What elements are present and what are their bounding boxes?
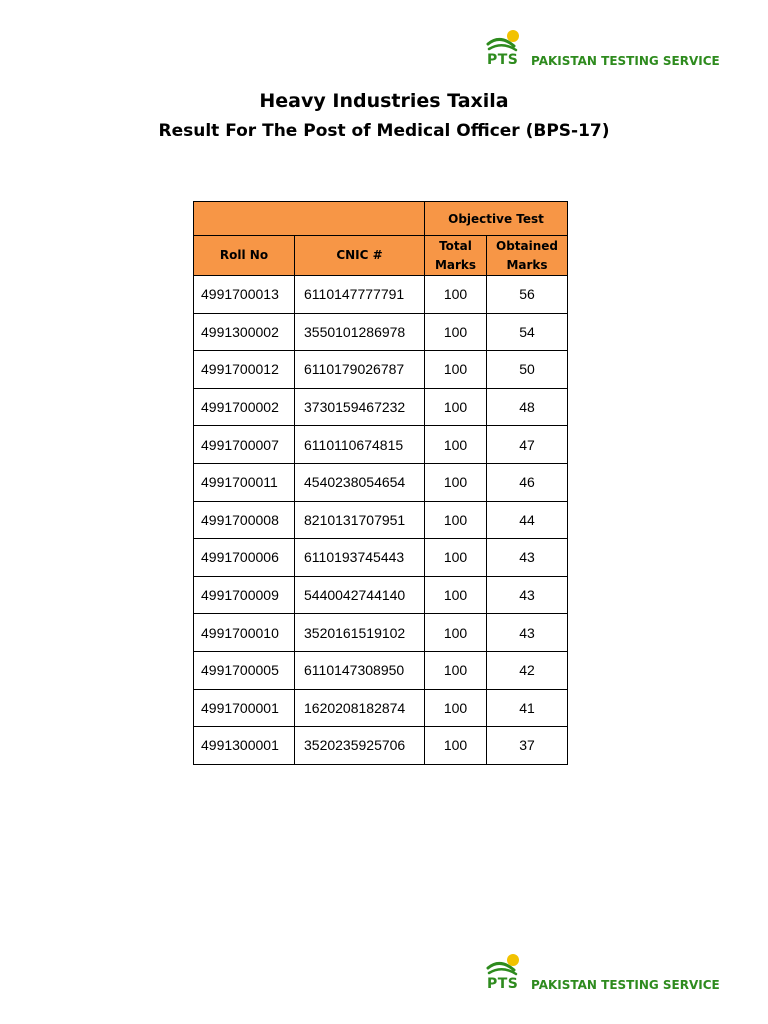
table-row [194,313,568,351]
cnic-cell: 3520235925706 [295,727,425,765]
pts-logo-footer [486,952,720,994]
pts-emblem-icon [486,28,526,70]
roll-no-cell: 4991700010 [194,614,295,652]
table-row [194,388,568,426]
obtained-marks-cell: 47 [487,426,568,464]
obtained-marks-cell: 48 [487,388,568,426]
roll-no-cell: 4991300002 [194,313,295,351]
pts-emblem-icon [486,952,526,994]
obtained-marks-cell: 43 [487,539,568,577]
roll-no-cell: 4991700008 [194,501,295,539]
objective-test-header: Objective Test [425,202,568,236]
table-row [194,576,568,614]
results-table [193,201,568,765]
table-header-blank [194,202,425,236]
roll-no-cell: 4991700001 [194,689,295,727]
table-row [194,426,568,464]
obtained-marks-cell: 41 [487,689,568,727]
obtained-marks-cell: 44 [487,501,568,539]
total-marks-cell: 100 [425,501,487,539]
obtained-marks-cell: 54 [487,313,568,351]
total-marks-cell: 100 [425,388,487,426]
table-group-header-row [194,202,568,236]
table-row [194,501,568,539]
cnic-cell: 5440042744140 [295,576,425,614]
table-column-header-row [194,236,568,276]
cnic-cell: 6110147308950 [295,651,425,689]
table-row [194,276,568,314]
obtained-marks-cell: 43 [487,614,568,652]
roll-no-cell: 4991700005 [194,651,295,689]
table-row [194,651,568,689]
logo-organization-name: PAKISTAN TESTING SERVICE [531,54,720,68]
total-marks-cell: 100 [425,651,487,689]
cnic-cell: 6110193745443 [295,539,425,577]
roll-no-cell: 4991700012 [194,351,295,389]
table-row [194,351,568,389]
cnic-cell: 3550101286978 [295,313,425,351]
column-header-cnic: CNIC # [295,236,425,276]
table-row [194,689,568,727]
table-row [194,727,568,765]
total-marks-cell: 100 [425,689,487,727]
roll-no-cell: 4991700013 [194,276,295,314]
column-header-obtained-marks: Obtained Marks [487,236,568,276]
total-marks-cell: 100 [425,351,487,389]
obtained-marks-cell: 46 [487,463,568,501]
total-marks-cell: 100 [425,463,487,501]
cnic-cell: 6110179026787 [295,351,425,389]
cnic-cell: 3730159467232 [295,388,425,426]
obtained-marks-cell: 37 [487,727,568,765]
obtained-marks-cell: 42 [487,651,568,689]
cnic-cell: 3520161519102 [295,614,425,652]
total-marks-cell: 100 [425,313,487,351]
cnic-cell: 1620208182874 [295,689,425,727]
cnic-cell: 4540238054654 [295,463,425,501]
table-row [194,463,568,501]
total-marks-cell: 100 [425,576,487,614]
document-subtitle: Result For The Post of Medical Officer (BPS-17) [158,121,610,141]
obtained-marks-cell: 50 [487,351,568,389]
roll-no-cell: 4991700011 [194,463,295,501]
roll-no-cell: 4991700006 [194,539,295,577]
table-row [194,614,568,652]
total-marks-cell: 100 [425,727,487,765]
table-row [194,539,568,577]
column-header-roll-no: Roll No [194,236,295,276]
roll-no-cell: 4991700007 [194,426,295,464]
obtained-marks-cell: 56 [487,276,568,314]
roll-no-cell: 4991300001 [194,727,295,765]
cnic-cell: 6110110674815 [295,426,425,464]
column-header-total-marks: Total Marks [425,236,487,276]
total-marks-cell: 100 [425,276,487,314]
obtained-marks-cell: 43 [487,576,568,614]
roll-no-cell: 4991700009 [194,576,295,614]
pts-logo-header [486,28,720,70]
logo-abbreviation: PTS [487,976,519,992]
cnic-cell: 6110147777791 [295,276,425,314]
cnic-cell: 8210131707951 [295,501,425,539]
total-marks-cell: 100 [425,539,487,577]
logo-abbreviation: PTS [487,52,519,68]
roll-no-cell: 4991700002 [194,388,295,426]
total-marks-cell: 100 [425,614,487,652]
document-title: Heavy Industries Taxila [259,90,509,112]
total-marks-cell: 100 [425,426,487,464]
logo-organization-name: PAKISTAN TESTING SERVICE [531,978,720,992]
